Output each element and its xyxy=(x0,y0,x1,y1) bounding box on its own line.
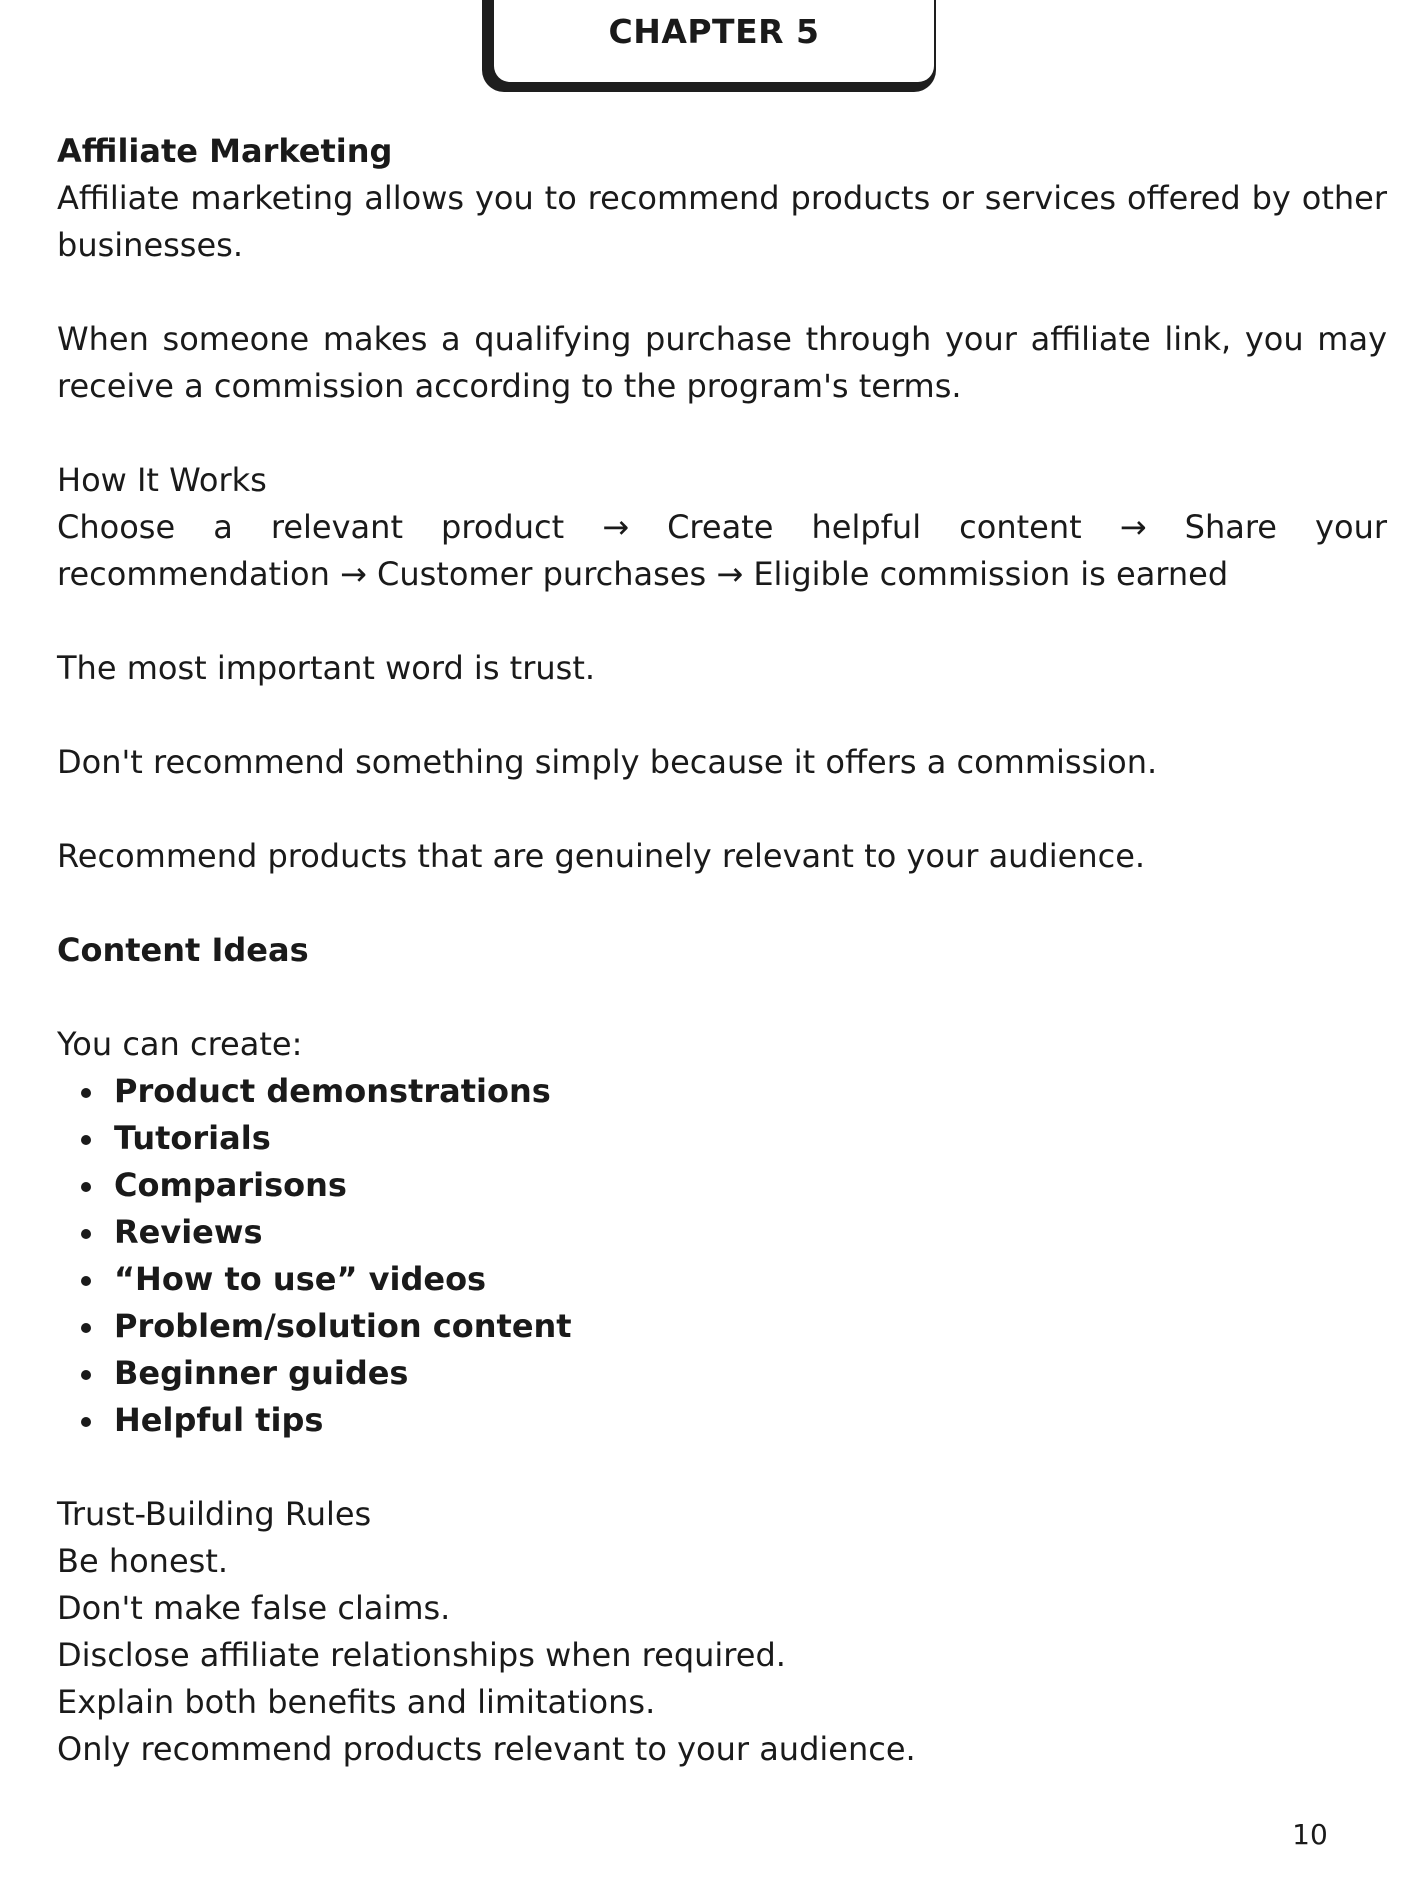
content-ideas-list xyxy=(57,1068,1387,1444)
trust-rule: Disclose affiliate relationships when required. xyxy=(57,1636,786,1674)
trust-rules-heading: Trust-Building Rules xyxy=(57,1495,372,1533)
section-heading: Affiliate Marketing xyxy=(57,132,393,170)
spacer xyxy=(57,692,1387,739)
page-number: 10 xyxy=(1292,1818,1328,1851)
spacer xyxy=(57,974,1387,1021)
trust-paragraph: Don't recommend something simply because it offers a commission. xyxy=(57,743,1158,781)
list-item: Tutorials xyxy=(114,1115,1387,1162)
how-it-works-heading: How It Works xyxy=(57,461,267,499)
list-item: Reviews xyxy=(114,1209,1387,1256)
page-content xyxy=(57,128,1387,1773)
trust-paragraph: The most important word is trust. xyxy=(57,649,596,687)
spacer xyxy=(57,786,1387,833)
spacer xyxy=(57,880,1387,927)
trust-rule: Only recommend products relevant to your audience. xyxy=(57,1730,916,1768)
list-item: Problem/solution content xyxy=(114,1303,1387,1350)
spacer xyxy=(57,410,1387,457)
content-ideas-lead: You can create: xyxy=(57,1025,303,1063)
list-item: “How to use” videos xyxy=(114,1256,1387,1303)
trust-paragraph: Recommend products that are genuinely relevant to your audience. xyxy=(57,837,1146,875)
trust-rule: Don't make false claims. xyxy=(57,1589,451,1627)
list-item: Comparisons xyxy=(114,1162,1387,1209)
spacer xyxy=(57,598,1387,645)
trust-rule: Explain both benefits and limitations. xyxy=(57,1683,656,1721)
list-item: Helpful tips xyxy=(114,1397,1387,1444)
chapter-title: CHAPTER 5 xyxy=(608,12,820,51)
list-item: Product demonstrations xyxy=(114,1068,1387,1115)
intro-paragraph: Affiliate marketing allows you to recommend products or services offered by other businesses. xyxy=(57,179,1387,264)
spacer xyxy=(57,269,1387,316)
spacer xyxy=(57,1444,1387,1491)
list-item: Beginner guides xyxy=(114,1350,1387,1397)
trust-rule: Be honest. xyxy=(57,1542,229,1580)
content-ideas-heading: Content Ideas xyxy=(57,931,309,969)
commission-paragraph: When someone makes a qualifying purchase through your affiliate link, you may receive a commission according to the program's terms. xyxy=(57,320,1387,405)
how-it-works-steps: Choose a relevant product → Create helpful content → Share your recommendation → Customer purchases → Eligible commission is earned xyxy=(57,508,1387,593)
